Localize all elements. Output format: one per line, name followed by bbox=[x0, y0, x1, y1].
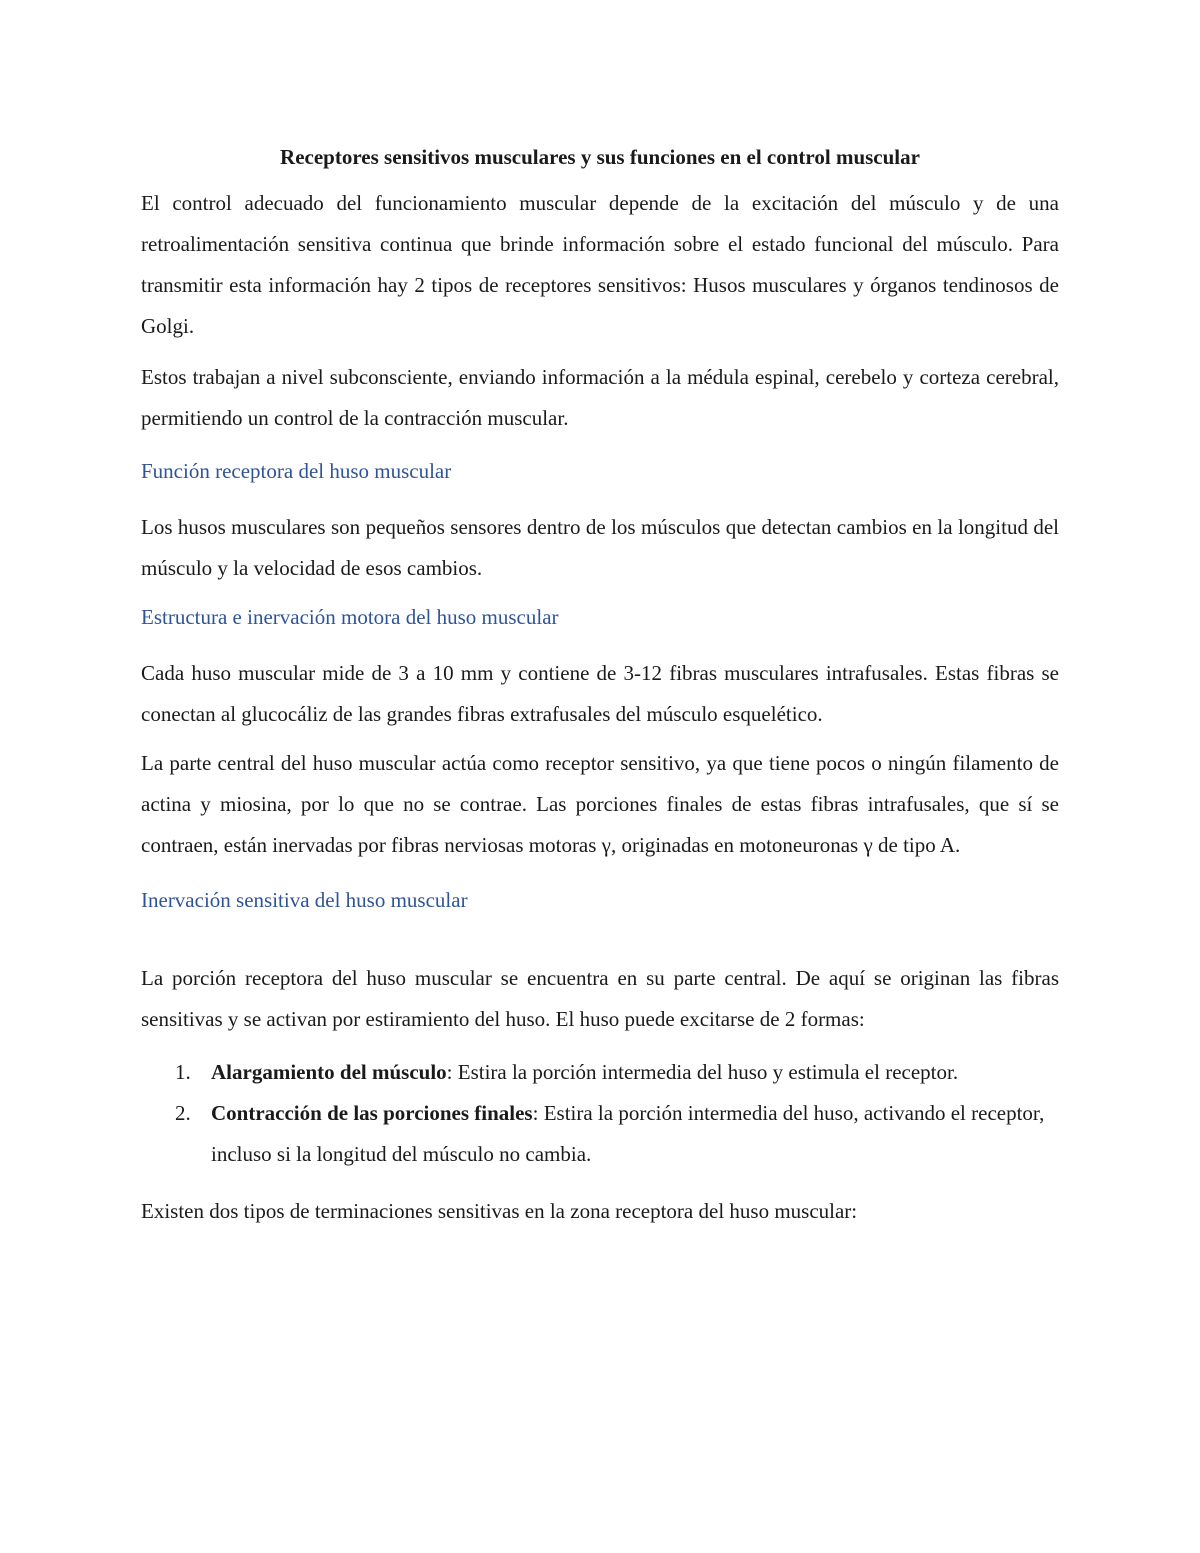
list-term: Alargamiento del músculo bbox=[211, 1060, 447, 1084]
paragraph-cada-huso: Cada huso muscular mide de 3 a 10 mm y contiene de 3-12 fibras musculares intrafusales. Estas fibras se conectan al glucocáliz de las grandes fibras extrafusales del músculo esquelético. bbox=[141, 661, 1059, 726]
paragraph-estos: Estos trabajan a nivel subconsciente, enviando información a la médula espinal, cerebelo y corteza cerebral, permitiendo un control de la contracción muscular. bbox=[141, 365, 1059, 430]
list-term: Contracción de las porciones finales bbox=[211, 1101, 533, 1125]
document-body bbox=[141, 143, 1059, 1232]
paragraph-husos: Los husos musculares son pequeños sensores dentro de los músculos que detectan cambios en la longitud del músculo y la velocidad de esos cambios. bbox=[141, 515, 1059, 580]
paragraph-parte-central: La parte central del huso muscular actúa como receptor sensitivo, ya que tiene pocos o ningún filamento de actina y miosina, por lo que no se contrae. Las porciones finales de estas fibras intrafusales, que sí se contraen, están inervadas por fibras nerviosas motoras γ, originadas en motoneuronas γ de tipo A. bbox=[141, 751, 1059, 857]
list-text: : Estira la porción intermedia del huso, activando el receptor, incluso si la longitud del músculo no cambia. bbox=[211, 1101, 1045, 1166]
list-text: : Estira la porción intermedia del huso y estimula el receptor. bbox=[446, 1060, 959, 1084]
paragraph-porcion-receptora: La porción receptora del huso muscular se encuentra en su parte central. De aquí se originan las fibras sensitivas y se activan por estiramiento del huso. El huso puede excitarse de 2 formas: bbox=[141, 966, 1059, 1031]
document-title: Receptores sensitivos musculares y sus funciones en el control muscular bbox=[280, 145, 920, 169]
list-item bbox=[141, 1093, 1059, 1175]
heading-estructura: Estructura e inervación motora del huso muscular bbox=[141, 605, 559, 629]
list-item bbox=[141, 1052, 1059, 1093]
list-number: 2. bbox=[175, 1101, 191, 1125]
list-number: 1. bbox=[175, 1060, 191, 1084]
heading-inervacion-sensitiva: Inervación sensitiva del huso muscular bbox=[141, 888, 468, 912]
paragraph-intro: El control adecuado del funcionamiento muscular depende de la excitación del músculo y de una retroalimentación sensitiva continua que brinde información sobre el estado funcional del músculo. Para transmitir esta información hay 2 tipos de receptores sensitivos: Husos musculares y órganos tendinosos de Golgi. bbox=[141, 191, 1059, 338]
heading-funcion-receptora: Función receptora del huso muscular bbox=[141, 459, 452, 483]
paragraph-existen: Existen dos tipos de terminaciones sensitivas en la zona receptora del huso muscular: bbox=[141, 1199, 858, 1223]
formas-list bbox=[141, 1052, 1059, 1175]
